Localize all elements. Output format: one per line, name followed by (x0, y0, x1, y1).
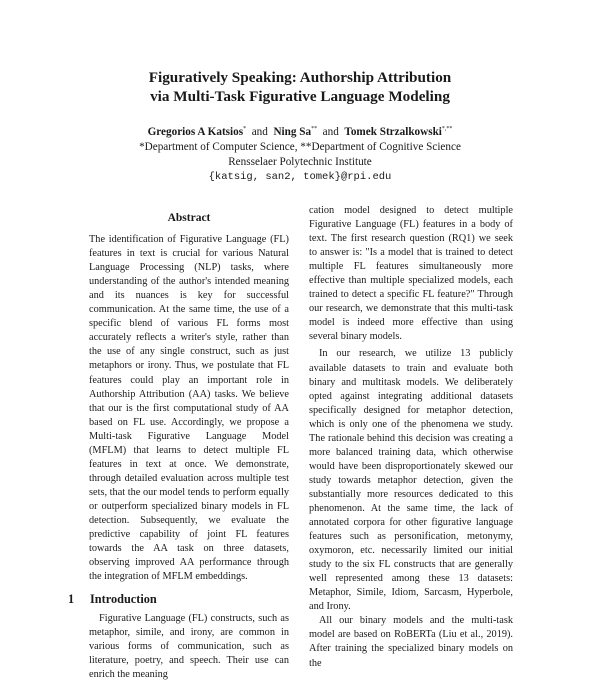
affiliation-departments: *Department of Computer Science, **Department of Cognitive Science (139, 141, 461, 153)
body-paragraph-1: cation model designed to detect multiple Figurative Language (FL) features in a body of text. The first research question (RQ1) we seek to answer is: "Is a model that is trained to detect multiple FL features simultaneously more effective than multiple specialized models, each trained to detect a specific FL feature?" Through our research, we demonstrate that this multi-task model is indeed more effective than using several binary models. (309, 205, 513, 343)
author-line: Gregorios A Katsios* and Ning Sa** and Tomek Strzalkowski*,** (147, 126, 453, 138)
abstract-text: The identification of Figurative Language (FL) features in text is crucial for various Natural Language Processing (NLP) tasks, where understanding of the author's intended meaning and its nuances is key for successful communication. At the same time, the use of a specific blend of various FL forms most accurately reflects a writer's style, rather than the use of any single construct, such as just metaphors or irony. Thus, we postulate that FL features could play an important role in Authorship Attribution (AA) tasks. We believe that our is the first computational study of AA based on FL use. Accordingly, we propose a Multi-task Figurative Language Model (MFLM) that learns to detect multiple FL features in text at once. We demonstrate, through detailed evaluation across multiple test sets, that the our model tends to perform equally or outperform specialized binary models in FL detection. Subsequently, we evaluate the predictive capability of joint FL features towards the AA task on three datasets, observing improved AA performance through the integration of MFLM embeddings. (89, 234, 289, 583)
introduction-text: Figurative Language (FL) constructs, such as metaphor, simile, and irony, are common in various forms of communication, such as literature, poetry, and speech. Their use can enrich the meaning (89, 613, 289, 681)
body-paragraph-3: All our binary models and the multi-task model are based on RoBERTa (Liu et al., 2019). After training the specialized binary models on the (309, 615, 513, 669)
body-paragraph-2: In our research, we utilize 13 publicly available datasets to train and evaluate both binary and multitask models. We deliberately opted against integrating additional datasets specifically designed for metaphor detection, which is only one of the phenomena we study. The rationale behind this decision was creating a more balanced training data, which otherwise would have been disproportionately skewed our study towards metaphor detection, given the substantially more resources dedicated to this phenomenon. At the same time, the lack of annotated corpora for other figurative language features such as personification, metonymy, oxymoron, etc. necessarily limited our initial study to the six FL constructs that are generally well represented among these 13 datasets: Metaphor, Simile, Idiom, Sarcasm, Hyperbole, and Irony. (309, 348, 513, 613)
section-heading-introduction (68, 592, 289, 606)
title-line-2: via Multi-Task Figurative Language Modeling (150, 88, 450, 105)
author-name: Gregorios A Katsios (147, 126, 244, 138)
affiliation-institute: Rensselaer Polytechnic Institute (228, 156, 372, 168)
paper-title (0, 68, 600, 106)
author-block (0, 122, 600, 185)
section-title: Introduction (90, 592, 157, 607)
left-column (68, 211, 289, 683)
section-number: 1 (68, 592, 75, 607)
title-line-1: Figuratively Speaking: Authorship Attribution (148, 69, 452, 86)
author-name: Tomek Strzalkowski (344, 126, 442, 138)
right-column (309, 204, 513, 671)
author-name: Ning Sa (273, 126, 312, 138)
abstract-heading: Abstract (167, 212, 211, 224)
author-emails: {katsig, san2, tomek}@rpi.edu (208, 171, 392, 183)
